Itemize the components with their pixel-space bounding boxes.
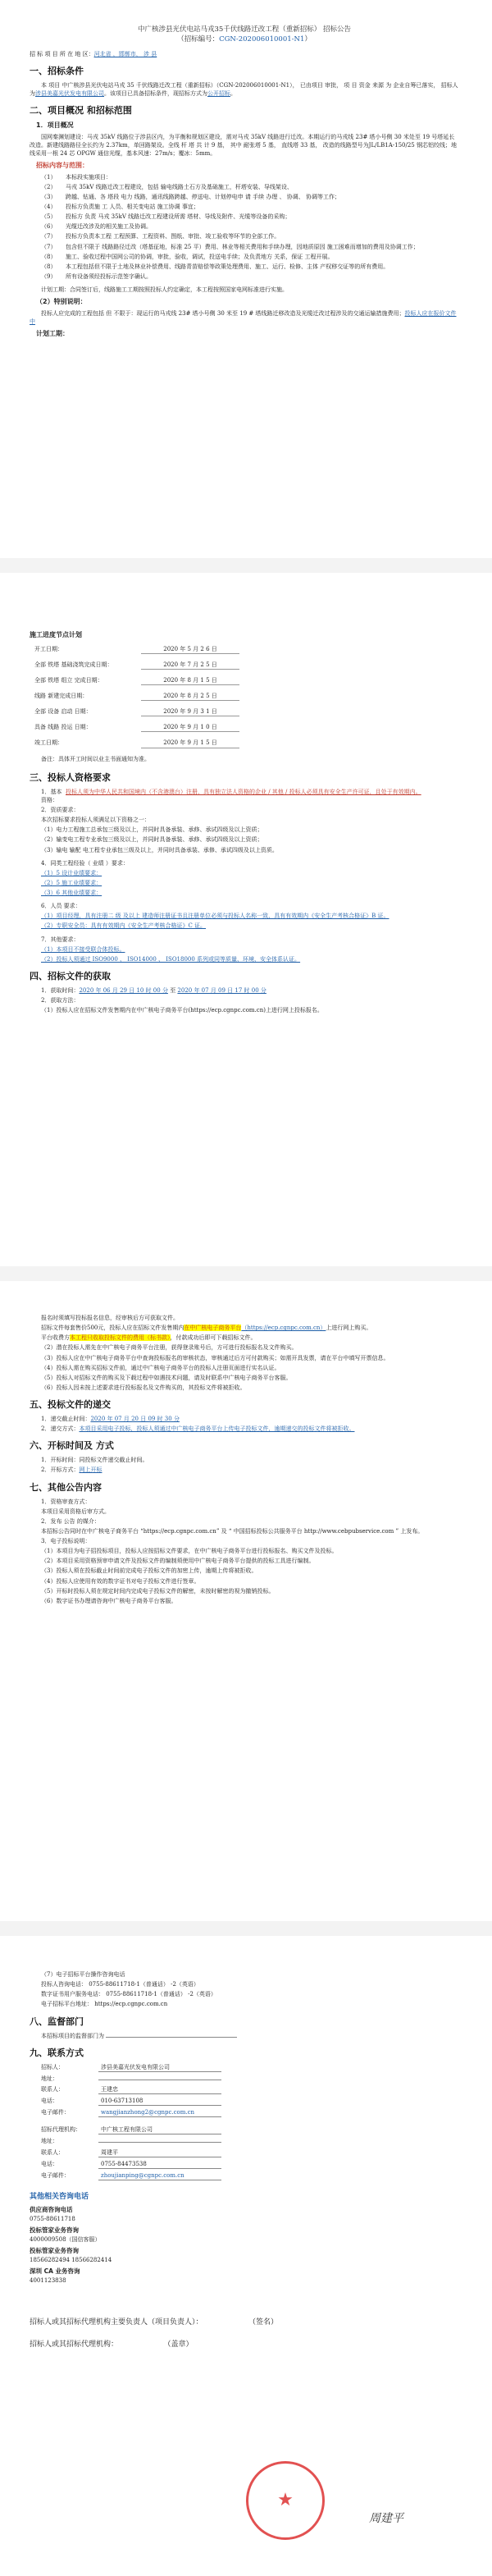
other-content-item [41,1508,459,1516]
scope-item [41,243,459,251]
plan-period-2: 计划工期： [36,330,69,338]
section-1-body: 本 项目 中广核涉县光伏电站马戎 35 千伏线路迁改工程（重新招标）（CGN-202006010001-N1）， 已由项目 审批， 项 目 资金 来源 为 企业自筹已落实， 招标人为涉县美嘉光伏发电有限公司。该项目已具备招标条件，现招标方式为公开招标。 [30,81,458,97]
timeline-value: 2020 年 8 月 2 5 日 [141,692,239,701]
open-method: 2．开标方式：网上开标 [41,1466,102,1474]
qual-staff-item [41,922,459,930]
timeline-value: 2020 年 7 月 2 5 日 [141,661,239,670]
acquire-time: 1．获取时间：2020 年 06 月 29 日 10 时 00 分 至 2020 年 07 月 09 日 17 时 00 分 [41,986,266,994]
scope-item-text: 所有设备须经投标示范签字确认。 [66,272,152,280]
section-2-sub-2: 招标内容与范围： [36,161,89,169]
other-content-item-text: （6）数字证书办理请咨询中广核电子商务平台客服。 [41,1597,177,1604]
section-5-title: 五、投标文件的递交 [30,1399,111,1411]
timeline-row [34,739,459,748]
scope-item-no: （8） [41,263,57,270]
timeline-row [34,723,459,732]
qual-cert-item [41,846,459,854]
qual-staff-item-text: （1）项目经理，具有注册二 级 及以上 建造师注册证书且注册单位必须与投标人名称一致，具有有效期内《安全生产考核合格证》B 证。 [41,913,390,920]
other-phone-key: 供应商咨询电话 [30,2206,73,2214]
section-2-title: 二、项目概况 和招标范围 [30,104,132,116]
scope-item-no: （8） [41,253,57,260]
qual-other-item-text: （2）投标人须通过 ISO9000 、 ISO14000 、 ISO18000 系列或同等质量、环境、安全体系认证。 [41,955,301,963]
other-content-item-text: 3．电子投标说明： [41,1538,91,1545]
scope-item [41,173,459,181]
other-content-item-text: （4）投标人应使用有效的数字证书对电子投标文件进行签章。 [41,1577,200,1585]
other-content-item [41,1537,459,1545]
qual-exp-item [41,889,459,897]
other-content-item-text: 1．资格审查方式： [41,1498,91,1505]
section-7-title: 七、其他公告内容 [30,1481,102,1493]
seal-star-icon: ★ [277,2490,294,2511]
scope-item-no: （9） [41,272,57,280]
qual-basic: 1．基本资格： 投标人须为中华人民共和国境内（不含港澳台）注册，具有独立法人资格的企业 / 其他 / 投标人必须具有安全生产许可证，且处于有效期内。 [41,788,421,803]
qual-cert-item [41,835,459,844]
scope-item-text: 跨越、钻通、各 塔段 电力 线路，通讯线路跨越、停送电、计划停电申 请 手续 办理 、 协调、 协调等工作； [66,193,341,200]
other-content-item-text: （1）本项目为电子招投标项目，投标人应按招标文件要求，在中广核电子商务平台进行投标报名、购买文件及投标。 [41,1548,338,1555]
timeline-label: 具备 线路 投运 日期： [34,724,92,731]
platform-help-item-text: 电子招标平台地址： https://ecp.cgnpc.com.cn [41,2001,168,2008]
special-notes-title: （2）特别说明： [36,298,87,306]
special-notes: 投标人应完成的工程包括 但 不限于：现运行的马戎线 23# 塔小号侧 30 米至 19 # 塔线路迁移改造及光缆迁改过程涉及的交通运输措施费用；投标人应在报价文件中 [30,309,457,325]
other-phone-value: 0755-88611718 [30,2215,75,2222]
document-page-3 [0,1281,492,1921]
timeline-label: 开工日期： [34,645,63,652]
scope-item-text: 光缆迁改涉及的相关施工及协调。 [66,223,152,231]
scope-item-no: （2） [41,183,57,190]
scope-item-no: （1） [41,173,57,181]
agent-email[interactable]: 电子邮件： zhoujianping@cgnpc.com.cn [41,2171,459,2180]
other-content-item [41,1547,459,1555]
scope-item-text: 本标段实施项目： [66,173,112,181]
timeline-value: 2020 年 9 月 1 5 日 [141,739,239,748]
scope-item-text: 包含但不限于 线路路径迁改（塔基征地，标准 25 平）费用、林业等相关费用和手续办理，因地质原因 施工困难而增加的费用及协调工作； [66,243,419,250]
contact-phone: 电话： 010-63713108 [41,2097,459,2106]
timeline-label: 全部 铁塔 基础浇筑完成日期： [34,661,113,668]
timeline-row [34,692,459,701]
plan-period: 计划工期：合同签订后，线路施工工期按照投标人约定确定，本工程按照国家电网标准进行实施。 [41,286,288,294]
qual-cert-item-text: （2）输变电工程专业承包三级及以上，并同时具备承装、承修、承试四级及以上资质； [41,836,263,844]
scope-item [41,213,459,221]
other-content-item [41,1557,459,1565]
scope-item [41,272,459,281]
acquire-p10: （6）投标人因未按上述要求进行投标报名及文件购买的，其投标文件将被拒收。 [41,1384,246,1391]
timeline-rows [30,645,459,748]
project-location: 招 标 项 目 所 在 地 区：河北省 ，邯郸市， 涉 县 [30,50,157,57]
scope-item [41,232,459,240]
scope-item-text: 马戎 35kV 线路迁改工程建设，包括 输电线路土石方及基础施工，杆塔安装、导线架设、 [66,183,293,190]
timeline-row [34,676,459,685]
platform-help-item [41,2000,459,2008]
timeline-value: 2020 年 8 月 1 5 日 [141,676,239,685]
other-phone-key: 投标管家业务咨询 [30,2226,79,2235]
scope-item-text: 施工、验收过程中国网公司的协调，审批，验收，调试，投送电手续；及负责地方 关系，保证 工程开展。 [66,253,334,260]
acquire-p4: 招标文件每套售价500元，投标人应在招标文件发售期内在中广核电子商务平台（https://ecp.cgnpc.com.cn）上进行网上购买。 [41,1325,372,1332]
qual-staff-item-text: （2）专职安全员：具有有效期内《安全生产考核合格证》C 证。 [41,922,207,930]
acquire-method-text: （1）投标人应在招标文件发售期内在中广核电子商务平台(https://ecp.cgnpc.com.cn)上进行网上投标报名。 [41,1007,323,1014]
platform-help-item [41,1970,459,1979]
scope-item-text: 投标方负责本工程 工程预算、工程资料、图纸、审批、竣工验收等环节的全部工作。 [66,233,280,240]
other-content-item-text: 本招标公告同时在中广核电子商务平台 “https://ecp.cgnpc.com.cn” 及 “ 中国招标投标公共服务平台 http://www.cebpubservice.com ” 上发布。 [41,1527,424,1535]
announcement-title: 中广核涉县光伏电站马戎35千伏线路迁改工程（重新招标） 招标公告 （招标编号：CGN-202006010001-N1） [137,25,352,44]
signature-block: 招标人或其招标代理机构主要负责人（项目负责人）： （签名） 招标人或其招标代理机构： （盖章） [30,2318,279,2350]
section-9-title: 九、联系方式 [30,2047,84,2058]
platform-help-item-text: （7）电子招标平台操作咨询电话 [41,1971,125,1978]
section-4-title: 四、招标文件的获取 [30,971,111,982]
scope-item [41,263,459,271]
qual-exp-item-text: （2）5 施工业绩要求： [41,879,102,886]
scope-item [41,253,459,261]
other-content-item-text: 本项目采用资格后审方式。 [41,1508,110,1515]
qual-cert-item [41,826,459,834]
acquire-p7: （3）投标人应在中广核电子商务平台中查询投标报名的审核状态，审核通过后方可付款购买；如需开具发票，请在平台中填写开票信息。 [41,1354,390,1361]
timeline-row [34,645,459,654]
other-content-item-text: （2）本项目采用资格预审申请文件及投标文件的编制须使用中广核电子商务平台提供的投标工具进行编制。 [41,1558,315,1565]
qual-other-item [41,945,459,954]
section-8-title: 八、监督部门 [30,2016,84,2027]
acquire-method: 2．获取方法： [41,997,80,1004]
open-time: 1．开标时间：同投标文件递交截止时间。 [41,1457,148,1464]
other-content-item [41,1498,459,1506]
contact-email[interactable]: 电子邮件： wangjianzhong2@cgnpc.com.cn [41,2108,459,2117]
contact-owner: 招标人： 涉县美嘉光伏发电有限公司 [41,2063,459,2072]
other-content-item [41,1517,459,1526]
qual-exp-item-text: （3）6 其他业绩要求： [41,890,102,897]
qual-exp-list [30,869,459,897]
submit-deadline: 1．递交截止时间：2020 年 07 月 20 日 09 时 30 分 [41,1416,180,1423]
scope-item-no: （5） [41,213,57,221]
qual-cert: 2．资质要求： [41,806,80,813]
scope-item-text: 投标方 负责 马戎 35kV 线路迁改工程建设所需 塔材、导线及附件、光缆等设备的采购； [66,213,291,221]
section-2-sub-1: 1．项目概况 [36,121,74,129]
scope-item-no: （6） [41,223,57,231]
timeline-row [34,661,459,670]
qual-staff-item [41,912,459,920]
platform-help-item-text: 数字证书用户服务电话： 0755-88611718-1（普通话） -2（英语） [41,1991,216,1998]
handwritten-signature: 周建平 [369,2512,403,2525]
scope-item-no: （4） [41,203,57,210]
platform-help-item-text: 投标人咨询电话： 0755-88611718-1（普通话） -2（英语） [41,1981,199,1988]
timeline-label: 全部 设备 启动 日期： [34,708,92,716]
timeline-value: 2020 年 9 月 3 1 日 [141,707,239,716]
scope-item-no: （7） [41,243,57,250]
platform-help [30,1970,459,2009]
other-phones-list [30,2206,459,2285]
other-content-item [41,1577,459,1585]
scope-item-no: （7） [41,233,57,240]
qual-cert-item-text: （1）电力工程施工总承包三级及以上，并同时具备承装、承修、承试四级及以上资质； [41,826,263,834]
acquire-p3: 报名时须填写投标报名信息，经审核后方可获取文件。 [41,1315,179,1321]
scope-item [41,222,459,231]
qual-other-item-text: （1）本项目不接受联合体投标。 [41,945,125,953]
other-content-item-text: 2．发布 公告 的媒介： [41,1517,100,1525]
scope-item [41,203,459,211]
section-6-title: 六、开标时间及 方式 [30,1440,114,1452]
agent-person: 联系人： 周建平 [41,2148,459,2157]
qual-staff: 6．人员 要求： [41,903,81,910]
scope-item [41,183,459,191]
timeline-value: 2020 年 5 月 2 6 日 [141,645,239,654]
other-phone-key: 深圳 CA 业务咨询 [30,2267,80,2276]
contact-person: 联系人： 王建忠 [41,2085,459,2094]
qual-other-item [41,955,459,963]
section-3-title: 三、投标人资格要求 [30,771,111,783]
platform-help-item [41,1990,459,1998]
qual-cert-head: 本次招标要求投标人须满足以下资格之一： [41,817,150,824]
scope-list [30,173,459,281]
qual-staff-list [30,912,459,930]
section-1-title: 一、招标条件 [30,65,84,76]
qual-exp-item [41,879,459,887]
other-phone-value: 4001123838 [30,2276,66,2284]
other-content-item [41,1587,459,1595]
other-content-item [41,1527,459,1535]
agent-name: 招标代理机构： 中广核工程有限公司 [41,2125,459,2134]
document-page-2 [0,573,492,1266]
other-phone-value: 4000009508（国信客服） [30,2235,101,2243]
platform-help-item [41,1980,459,1988]
qual-other-list [30,945,459,963]
timeline-label: 竣工日期： [34,739,63,747]
timeline-head: 施工进度节点计划 [30,631,82,638]
timeline-row [34,707,459,716]
agent-phone: 电话： 0755-84473538 [41,2160,459,2169]
qual-exp-item [41,869,459,877]
other-content-item-text: （3）投标人须在投标截止时间前完成电子投标文件的加密上传，逾期上传将被拒收。 [41,1567,257,1575]
timeline-note: 备注：具体开工时间以业主书面通知为准。 [41,755,150,762]
acquire-p6: （2）潜在投标人需先在中广核电子商务平台注册，获得登录账号后，方可进行投标报名及文件购买。 [41,1344,298,1352]
scope-item [41,193,459,201]
acquire-p9: （5）投标人对招标文件的购买及下载过程中如遇技术问题，请及时联系中广核电子商务平台客服。 [41,1374,292,1381]
qual-exp: 4．同类工程经验（ 业绩 ）要求： [41,859,129,867]
company-seal [246,2461,325,2540]
scope-item-no: （3） [41,193,57,200]
agent-addr: 地址： [41,2137,459,2145]
other-phones-title: 其他相关咨询电话 [30,2192,89,2201]
acquire-p8: （4）投标人需在购买招标文件前，通过中广核电子商务平台的投标人注册页面进行实名认证。 [41,1364,280,1371]
acquire-p5: 平台收费方本工程只收取投标文件的费用（标书款），付款成功后即可下载招标文件。 [41,1334,257,1342]
scope-item-text: 投标方负责施 工 人员、相关变电站 施工协调 事宜； [66,203,199,210]
scope-item-text: 本工程包括但不限于土地及林业补偿费用、线路青苗赔偿等政策处理费用、施工、运行、检修、主体 产权移交证等的所有费用。 [66,263,390,270]
other-content-item [41,1597,459,1605]
qual-other: 7．其他要求： [41,936,80,943]
other-content-item-text: （5）开标时投标人须在规定时间内完成电子投标文件的解密，未按时解密的视为撤销投标。 [41,1587,275,1595]
other-content-list [30,1498,459,1606]
document-page-1 [0,0,492,558]
timeline-label: 全部 铁塔 组立 完成日期： [34,676,103,684]
supervision: 本招标项目的监督部门为 [41,2032,459,2040]
contact-addr: 地址： [41,2075,459,2083]
other-content-item [41,1567,459,1575]
other-phone-key: 投标管家业务咨询 [30,2247,79,2255]
qual-cert-item-text: （3）输电 输配 电工程专业承包三级及以上，并同时具备承装、承修、承试四级及以上资质。 [41,846,278,853]
submit-method: 2．递交方式：本项目采用电子投标，投标人须通过中广核电子商务平台上传电子投标文件，逾期递交的投标文件将被拒收。 [41,1425,355,1433]
timeline-value: 2020 年 9 月 1 0 日 [141,723,239,732]
timeline-label: 线路 新建完成日期： [34,693,89,700]
project-overview: 国网秦渊划建设：马戎 35kV 线路位于涉县区内，为平衡和规划区建设，需对马戎 35kV 线路进行迁改。本期运行的马戎线 23# 塔小号侧 30 米处至 19 号塔延长改造。新建线路路径全长约为 2.37km，单回路架设。全线 杆 塔 共 计 9 基， 其中 耐张塔 5 基， 直线塔 33 基， 改造的线路型号为JL/LB1A-150/25 钢芯铝绞线；地线采用一根 24 芯 OPGW 通信光缆，基本风速：27m/s；覆冰：5mm。 [30,133,457,157]
document-page-4 [0,1936,492,2576]
qual-exp-item-text: （1）5 设计业绩要求： [41,869,102,876]
qual-cert-list [30,826,459,853]
other-phone-value: 18566282494 18566282414 [30,2256,112,2263]
